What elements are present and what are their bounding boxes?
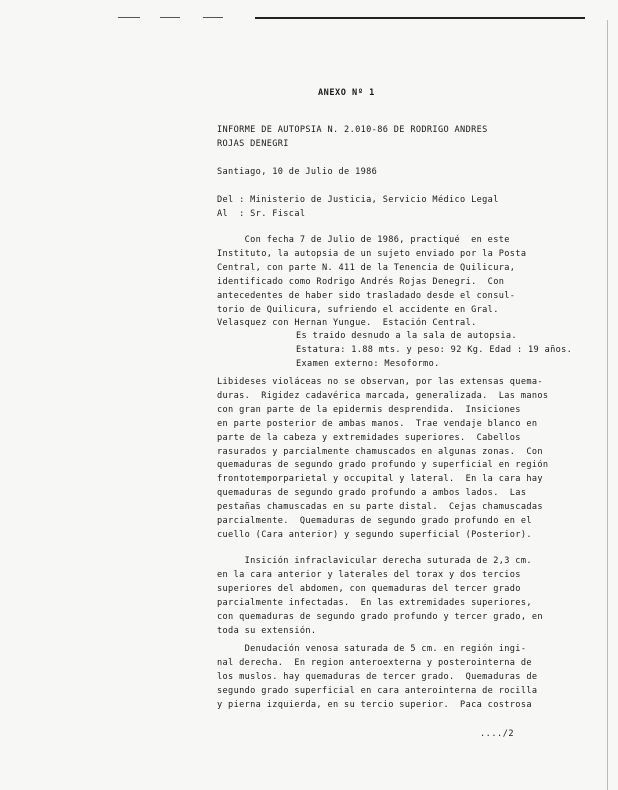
paragraph-line: Velasquez con Hernan Yungue. Estación Central.: [217, 318, 477, 329]
paragraph-line: con gran parte de la epidermis desprendida. Insiciones: [217, 404, 521, 415]
paragraph-line: quemaduras de segundo grado profundo a ambos lados. Las: [217, 488, 527, 499]
paragraph-line: frontotemporparietal y occupital y lateral. En la cara hay: [217, 474, 543, 485]
top-rule-fragment: [160, 17, 180, 18]
paragraph-line: Insición infraclavicular derecha suturada de 2,3 cm.: [217, 556, 532, 566]
paragraph-line: Central, con parte N. 411 de la Tenencia de Quilicura,: [217, 262, 516, 273]
paragraph-line: en la cara anterior y laterales del torax y dos tercios: [217, 569, 521, 580]
paragraph-line: superiores del abdomen, con quemaduras del tercer grado: [217, 583, 521, 594]
intro-line: Examen externo: Mesoformo.: [296, 358, 440, 369]
paragraph-line: identificado como Rodrigo Andrés Rojas Denegri. Con: [217, 276, 505, 287]
paragraph-line: segundo grado superficial en cara anterointerna de rocilla: [217, 685, 538, 696]
page-number: ..../2: [480, 729, 515, 739]
paragraph-line: pestañas chamuscadas en su parte distal. Cejas chamuscadas: [217, 502, 543, 513]
paragraph-line: Con fecha 7 de Julio de 1986, practiqué en este: [217, 235, 510, 245]
date-line: [217, 166, 587, 180]
paragraph-line: parte de la cabeza y extremidades superiores. Cabellos: [217, 432, 521, 443]
paragraph-line: con quemaduras de segundo grado profundo y tercer grado, en: [217, 611, 543, 622]
paragraph-line: Libideses violáceas no se observan, por las extensas quema-: [217, 377, 543, 387]
paragraph-line: y pierna izquierda, en su tercio superior. Paca costrosa: [217, 699, 532, 710]
paragraph-1: [217, 234, 587, 331]
addressing: [217, 194, 587, 222]
to-line: Al : Sr. Fiscal: [217, 208, 306, 219]
paragraph-3: [217, 555, 587, 638]
right-edge-line: [607, 20, 608, 790]
paragraph-line: antecedentes de haber sido trasladado desde el consul-: [217, 290, 516, 301]
intro-line: Es traido desnudo a la sala de autopsia.: [296, 331, 517, 341]
paragraph-4: [217, 643, 587, 713]
date-text: Santiago, 10 de Julio de 1986: [217, 167, 378, 177]
paragraph-line: toda su extensión.: [217, 625, 317, 636]
top-rule: [255, 17, 585, 19]
top-rule-fragment: [203, 17, 223, 18]
top-rule-fragment: [118, 17, 140, 18]
paragraph-line: rasurados y parcialmente chamuscados en algunas zonas. Con: [217, 446, 543, 457]
paragraph-2: [217, 376, 587, 543]
intro-line: Estatura: 1.88 mts. y peso: 92 Kg. Edad : 19 años.: [296, 344, 573, 355]
paragraph-line: quemaduras de segundo grado profundo y superficial en región: [217, 460, 549, 471]
report-title-line: ROJAS DENEGRI: [217, 138, 289, 149]
paragraph-line: parcialmente. Quemaduras de segundo grado profundo en el: [217, 516, 532, 527]
paragraph-line: los muslos. hay quemaduras de tercer grado. Quemaduras de: [217, 671, 538, 682]
paragraph-line: cuello (Cara anterior) y segundo superficial (Posterior).: [217, 529, 532, 540]
paragraph-line: en parte posterior de ambas manos. Trae vendaje blanco en: [217, 418, 538, 429]
paragraph-line: torio de Quilicura, sufriendo el accidente en Gral.: [217, 304, 499, 315]
report-title: [217, 124, 587, 152]
from-line: Del : Ministerio de Justicia, Servicio Médico Legal: [217, 195, 499, 205]
paragraph-line: Instituto, la autopsia de un sujeto enviado por la Posta: [217, 248, 527, 259]
report-title-line: INFORME DE AUTOPSIA N. 2.010-86 DE RODRIGO ANDRES: [217, 125, 488, 135]
intro-lines: [296, 330, 618, 372]
annex-label: ANEXO Nº 1: [318, 88, 375, 98]
paragraph-line: nal derecha. En region anteroexterna y posterointerna de: [217, 657, 532, 668]
paragraph-line: duras. Rigidez cadavérica marcada, generalizada. Las manos: [217, 390, 549, 401]
paragraph-line: parcialmente infectadas. En las extremidades superiores,: [217, 597, 532, 608]
paragraph-line: Denudación venosa saturada de 5 cm. en región ingi-: [217, 644, 527, 654]
